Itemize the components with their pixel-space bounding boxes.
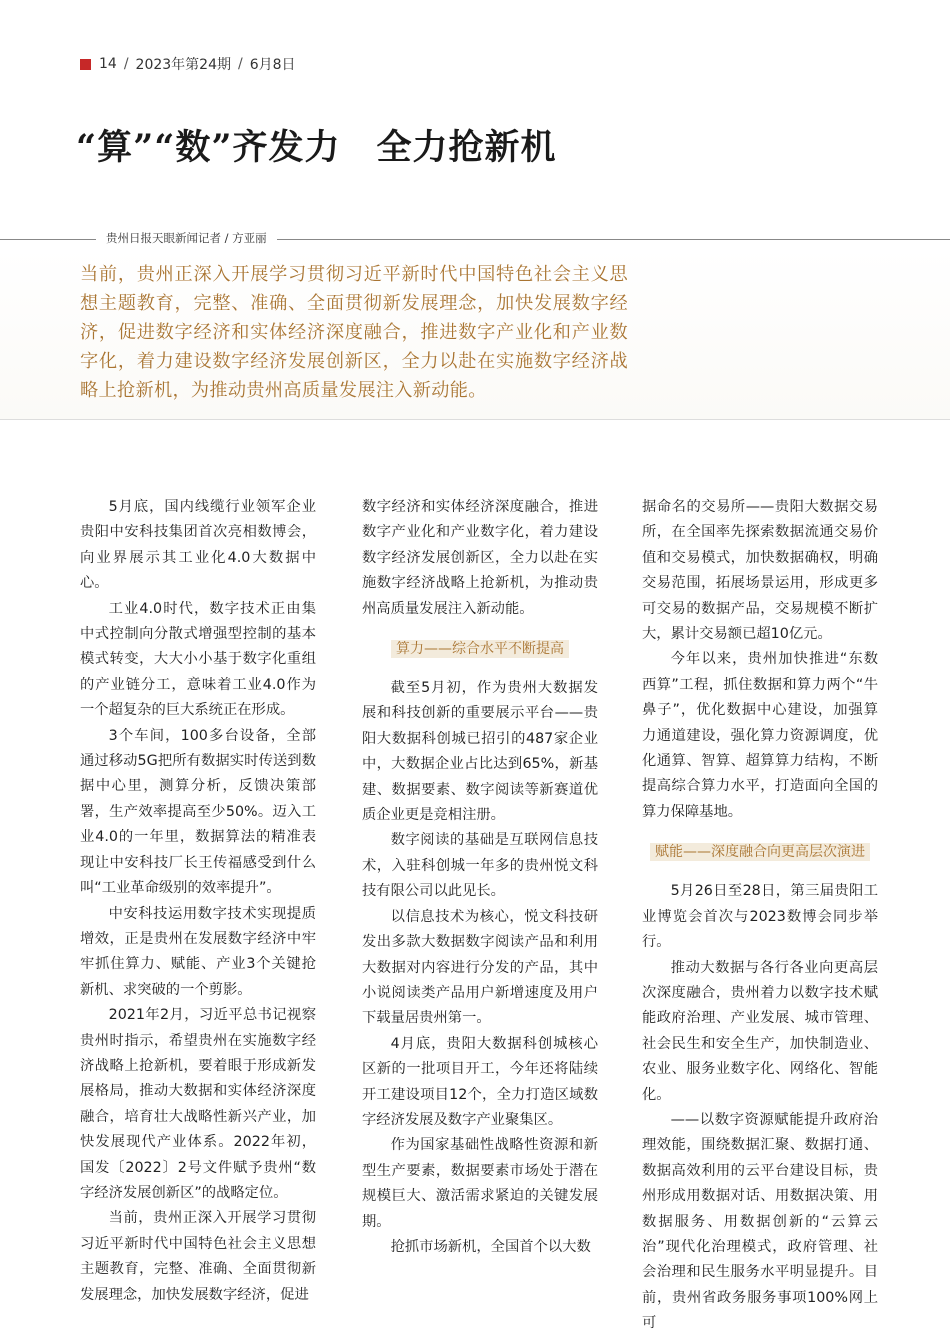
issue-date: 6月8日 bbox=[249, 57, 296, 73]
paragraph: 抢抓市场新机，全国首个以大数 bbox=[390, 1238, 591, 1255]
page-header bbox=[80, 54, 296, 74]
paragraph: 数字阅读的基础是互联网信息技术，入驻科创城一年多的贵州悦文科技有限公司以此见长。 bbox=[362, 832, 598, 900]
issue-number: 2023年第24期 bbox=[135, 57, 231, 73]
paragraph: 以信息技术为核心，悦文科技研发出多款大数据数字阅读产品和利用大数据对内容进行分发的产品，其中小说阅读类产品用户新增速度及用户下载量居贵州第一。 bbox=[362, 908, 598, 1027]
paragraph: 当前，贵州正深入开展学习贯彻习近平新时代中国特色社会主义思想主题教育，完整、准确、全面贯彻新发展理念，加快发展数字经济，促进 bbox=[80, 1210, 316, 1303]
column-2 bbox=[362, 495, 598, 1260]
paragraph-continued: 数字经济和实体经济深度融合，推进数字产业化和产业数字化，着力建设数字经济发展创新区，全力以赴在实施数字经济战略上抢新机，为推动贵州高质量发展注入新动能。 bbox=[362, 499, 598, 617]
paragraph: 5月底，国内线缆行业领军企业贵阳中安科技集团首次亮相数博会，向业界展示其工业化4.0大数据中心。 bbox=[80, 499, 316, 592]
column-1 bbox=[80, 495, 316, 1308]
paragraph: 今年以来，贵州加快推进“东数西算”工程，抓住数据和算力两个“牛鼻子”，优化数据中心建设，加强算力通道建设，强化算力资源调度，优化通算、智算、超算算力结构，不断提高综合算力水平，打造面向全国的算力保障基地。 bbox=[642, 651, 878, 820]
paragraph: 中安科技运用数字技术实现提质增效，正是贵州在发展数字经济中牢牢抓住算力、赋能、产业3个关键抢新机、求突破的一个剪影。 bbox=[80, 905, 316, 998]
red-square-icon bbox=[80, 59, 91, 70]
paragraph: 作为国家基础性战略性资源和新型生产要素，数据要素市场处于潜在规模巨大、激活需求紧迫的关键发展期。 bbox=[362, 1137, 598, 1230]
paragraph: 推动大数据与各行各业向更高层次深度融合，贵州着力以数字技术赋能政府治理、产业发展、城市管理、社会民生和安全生产，加快制造业、农业、服务业数字化、网络化、智能化。 bbox=[642, 959, 878, 1103]
lead-paragraph: 当前，贵州正深入开展学习贯彻习近平新时代中国特色社会主义思想主题教育，完整、准确、全面贯彻新发展理念，加快发展数字经济，促进数字经济和实体经济深度融合，推进数字产业化和产业数字化，着力建设数字经济发展创新区，全力以赴在实施数字经济战略上抢新机，为推动贵州高质量发展注入新动能。 bbox=[80, 264, 628, 401]
subheading-computing-power bbox=[362, 638, 598, 660]
byline: 贵州日报天眼新闻记者 / 方亚丽 bbox=[96, 230, 277, 246]
header-separator: / bbox=[123, 56, 129, 72]
paragraph: 5月26日至28日，第三届贵阳工业博览会首次与2023数博会同步举行。 bbox=[642, 883, 878, 951]
paragraph: 4月底，贵阳大数据科创城核心区新的一批项目开工，今年还将陆续开工建设项目12个，全力打造区域数字经济发展及数字产业聚集区。 bbox=[362, 1035, 598, 1128]
article-title bbox=[76, 120, 557, 170]
column-3 bbox=[642, 495, 878, 1337]
title-part-1: “算”“数”齐发力 bbox=[76, 127, 341, 168]
paragraph: 工业4.0时代，数字技术正由集中式控制向分散式增强型控制的基本模式转变，大大小小基于数字化重组的产业链分工，意味着工业4.0作为一个超复杂的巨大系统正在形成。 bbox=[80, 600, 316, 719]
page-number: 14 bbox=[99, 56, 117, 72]
header-separator: / bbox=[238, 56, 243, 72]
paragraph: 3个车间，100多台设备，全部通过移动5G把所有数据实时传送到数据中心里，测算分析，反馈决策部署，生产效率提高至少50%。迈入工业4.0的一年里，数据算法的精准表现让中安科技厂长王传福感受到什么叫“工业革命级别的效率提升”。 bbox=[80, 727, 316, 897]
paragraph: 2021年2月，习近平总书记视察贵州时指示，希望贵州在实施数字经济战略上抢新机，要着眼于形成新发展格局，推动大数据和实体经济深度融合，培育壮大战略性新兴产业，加快发展现代产业体系。2022年初，国发〔2022〕2号文件赋予贵州“数字经济发展创新区”的战略定位。 bbox=[80, 1007, 316, 1201]
subheading-text: 赋能——深度融合向更高层次演进 bbox=[650, 843, 870, 861]
subheading-text: 算力——综合水平不断提高 bbox=[391, 640, 569, 658]
subheading-empowerment bbox=[642, 841, 878, 863]
title-part-2: 全力抢新机 bbox=[376, 127, 557, 168]
paragraph: ——以数字资源赋能提升政府治理效能，围绕数据汇聚、数据打通、数据高效利用的云平台建设目标，贵州形成用数据对话、用数据决策、用数据服务、用数据创新的“云算云治”现代化治理模式，政府管理、社会治理和民生服务水平明显提升。目前，贵州省政务服务事项100%网上可 bbox=[642, 1111, 878, 1332]
paragraph: 截至5月初，作为贵州大数据发展和科技创新的重要展示平台——贵阳大数据科创城已招引的487家企业中，大数据企业占比达到65%，新基建、数据要素、数字阅读等新赛道优质企业更是竞相注册。 bbox=[362, 680, 598, 824]
paragraph-continued: 据命名的交易所——贵阳大数据交易所，在全国率先探索数据流通交易价值和交易模式，加快数据确权，明确交易范围，拓展场景运用，形成更多可交易的数据产品，交易规模不断扩大，累计交易额已超10亿元。 bbox=[642, 499, 878, 643]
